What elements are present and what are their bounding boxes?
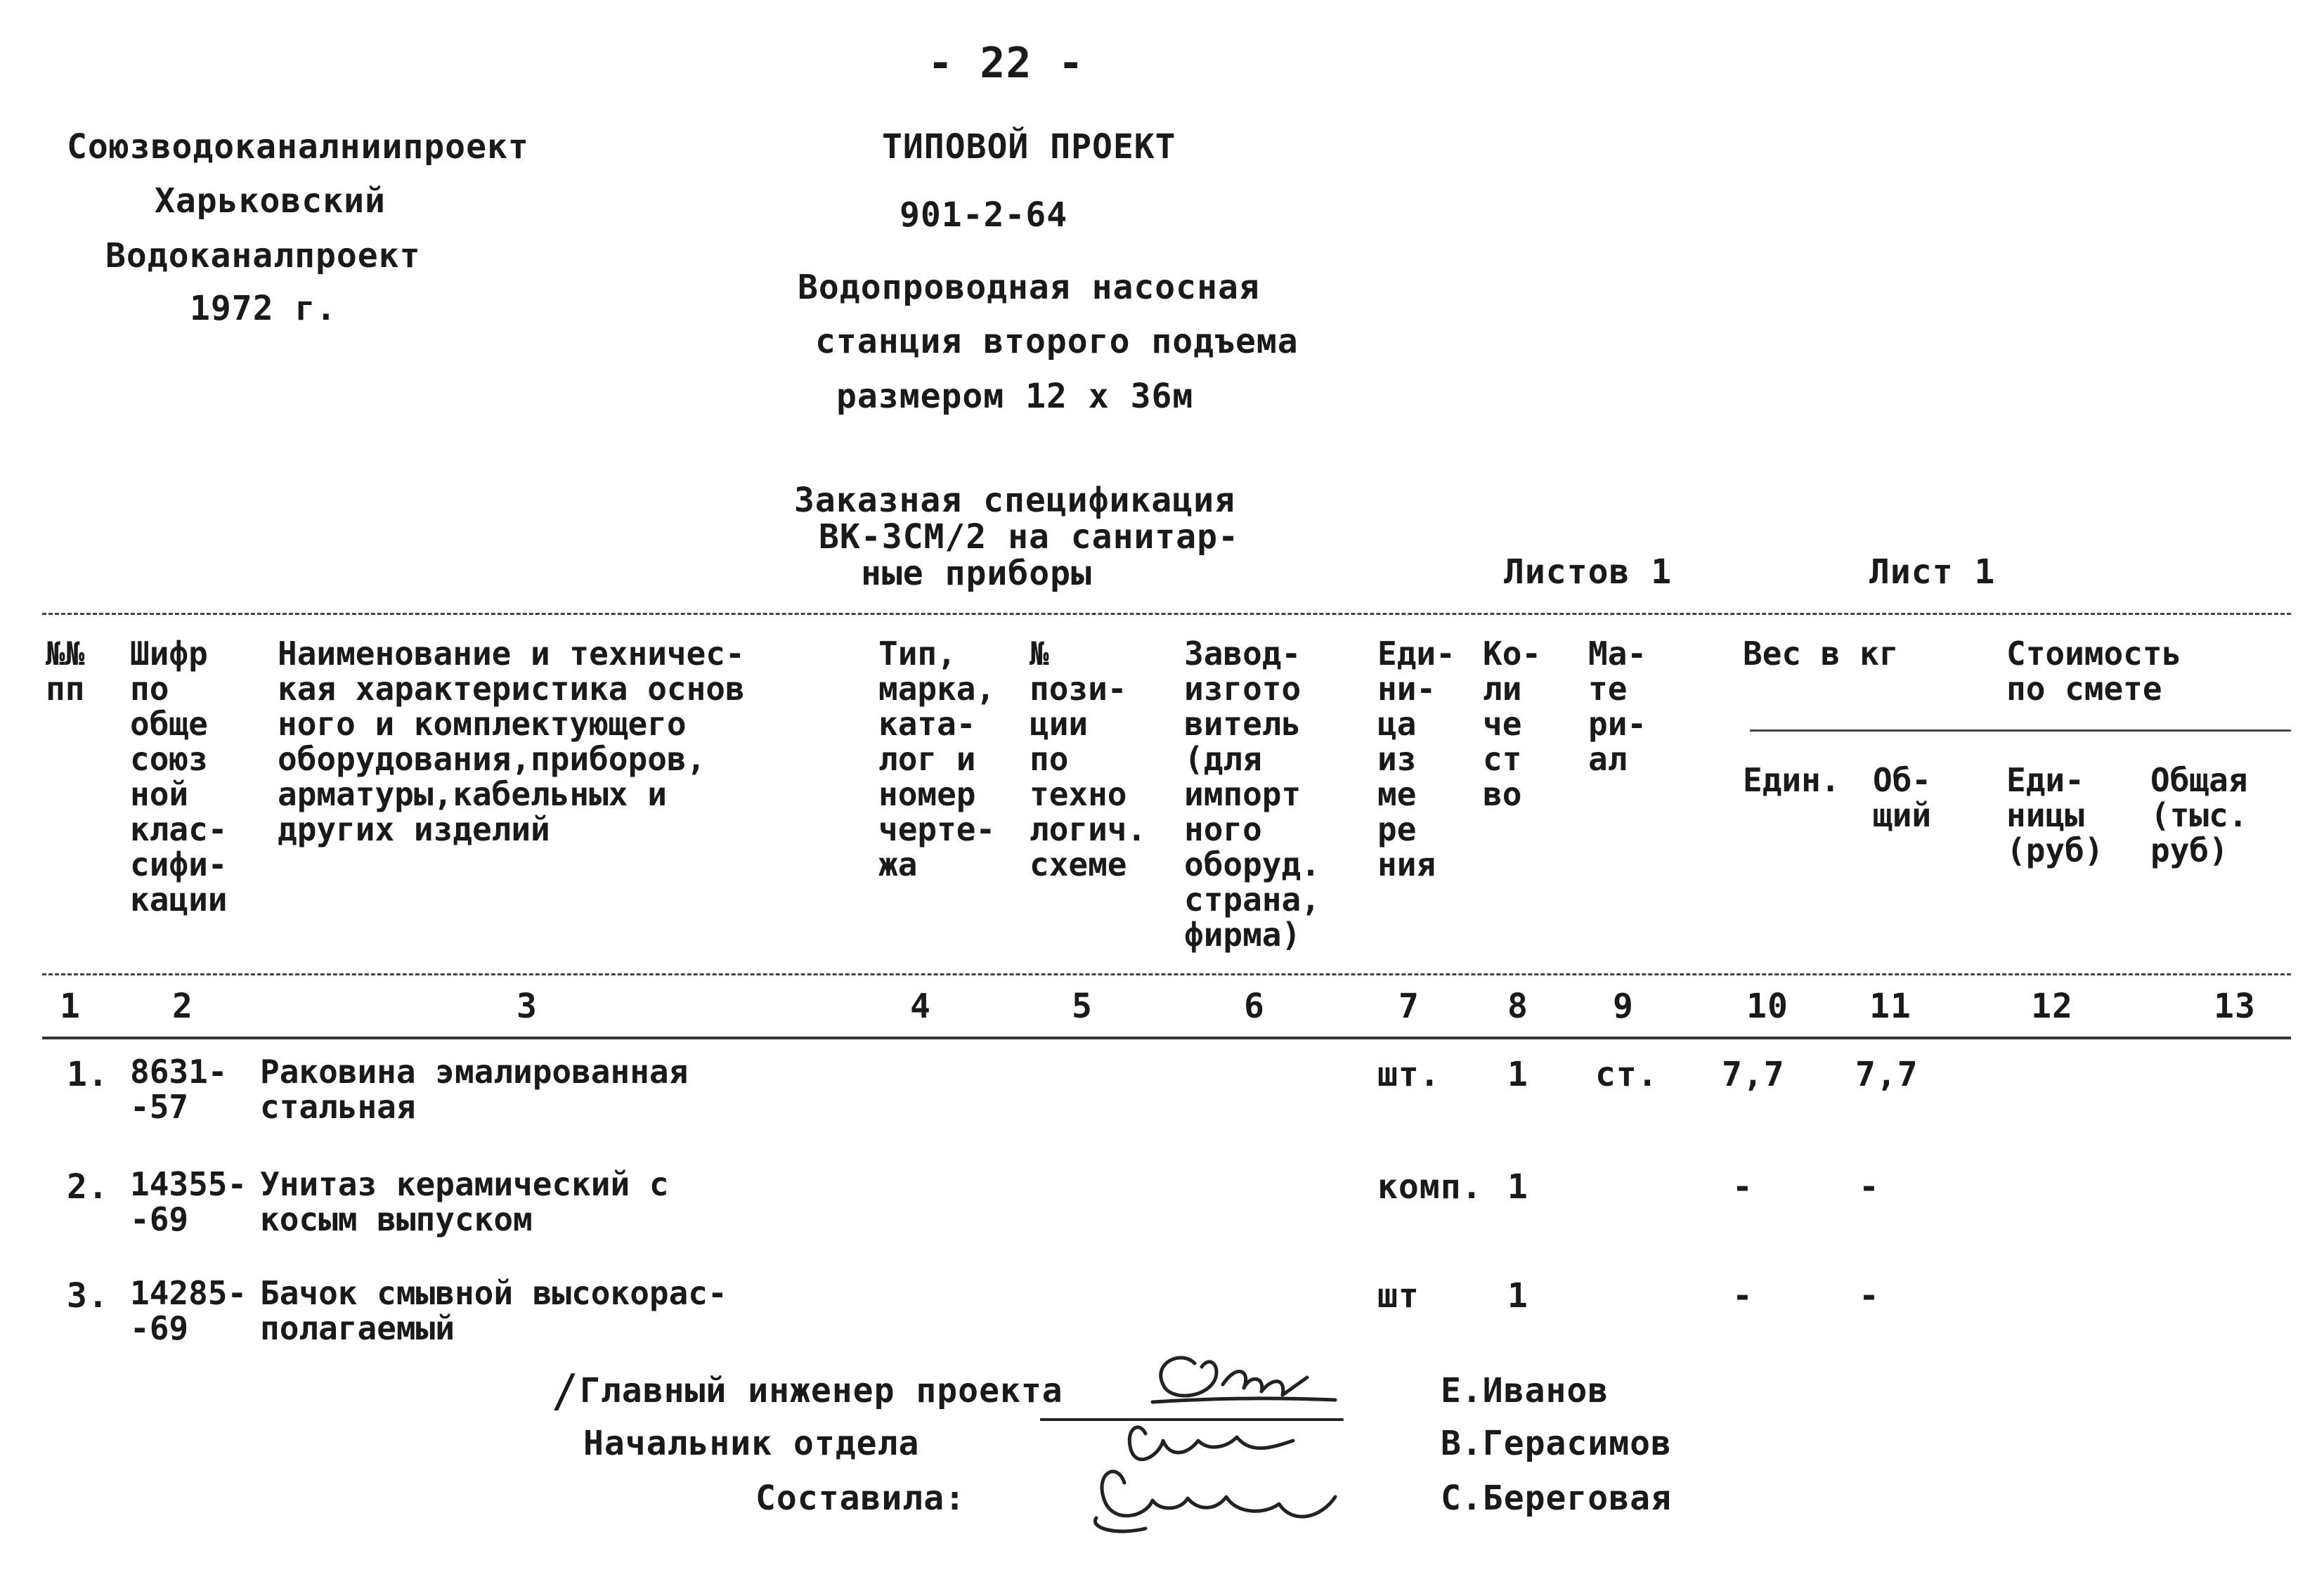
row-name: Бачок смывной высокорас- полагаемый: [260, 1274, 727, 1347]
col-number: 3: [517, 987, 538, 1026]
sheets-total: Листов 1: [1504, 552, 1673, 592]
header-weight-unit: Един.: [1743, 761, 1841, 799]
row-unit: комп.: [1377, 1167, 1483, 1207]
row-unit: шт.: [1377, 1055, 1441, 1094]
row-num: 1.: [67, 1055, 109, 1094]
org-city: Харьковский: [155, 181, 386, 221]
header-manufacturer: Завод- изгото витель (для импорт ного оборуд. страна, фирма): [1184, 635, 1320, 954]
row-weight-total: 7,7: [1855, 1055, 1919, 1094]
header-position: № пози- ции по техно логич. схеме: [1030, 635, 1147, 883]
col-number: 11: [1869, 987, 1911, 1026]
signature-role: Начальник отдела: [583, 1424, 920, 1463]
header-cost: Стоимость по смете: [2006, 635, 2182, 708]
header-num: №№ пп: [46, 635, 85, 708]
spec-title-2: ВК-3СМ/2 на санитар-: [819, 517, 1239, 557]
col-number: 9: [1613, 987, 1634, 1026]
row-name: Раковина эмалированная стальная: [260, 1053, 689, 1126]
row-material: ст.: [1595, 1055, 1658, 1094]
spec-title-3: ные приборы: [861, 554, 1092, 593]
row-weight-total: -: [1859, 1167, 1880, 1207]
page-number: - 22 -: [928, 39, 1084, 88]
header-cost-total: Общая (тыс. руб): [2150, 761, 2248, 869]
subheader-rule: [1750, 729, 2291, 732]
row-num: 2.: [67, 1167, 109, 1207]
project-label: ТИПОВОЙ ПРОЕКТ: [882, 127, 1176, 167]
spec-title-1: Заказная спецификация: [794, 481, 1235, 520]
row-num: 3.: [67, 1276, 109, 1316]
signature-bracket: /: [552, 1365, 580, 1417]
project-desc-1: Водопроводная насосная: [798, 268, 1260, 307]
row-name: Унитаз керамический с косым выпуском: [260, 1165, 669, 1238]
col-number: 7: [1398, 987, 1420, 1026]
col-number: 6: [1244, 987, 1265, 1026]
org-name: Союзводоканалниипроект: [67, 127, 529, 167]
row-weight-total: -: [1859, 1276, 1880, 1316]
row-code: 14285- -69: [130, 1274, 247, 1347]
row-weight-unit: -: [1732, 1276, 1753, 1316]
row-qty: 1: [1507, 1167, 1528, 1207]
header-type: Тип, марка, ката- лог и номер черте- жа: [878, 635, 996, 883]
project-code: 901-2-64: [900, 195, 1068, 235]
col-number: 13: [2214, 987, 2256, 1026]
org-year: 1972 г.: [190, 289, 337, 328]
header-weight-total: Об- щий: [1873, 761, 1932, 834]
row-weight-unit: -: [1732, 1167, 1753, 1207]
header-code: Шифр по обще союз ной клас- сифи- кации: [130, 635, 228, 919]
signature-name: В.Герасимов: [1441, 1424, 1672, 1463]
project-desc-3: размером 12 х 36м: [836, 377, 1194, 416]
row-code: 8631- -57: [130, 1053, 228, 1126]
col-number: 2: [172, 987, 193, 1026]
header-cost-unit: Еди- ницы (руб): [2006, 761, 2104, 869]
header-qty: Ко- ли че ст во: [1483, 635, 1542, 813]
col-number: 8: [1507, 987, 1528, 1026]
header-material: Ма- те ри- ал: [1588, 635, 1647, 778]
signature-role: Составила:: [755, 1479, 966, 1518]
signature-name: С.Береговая: [1441, 1479, 1672, 1518]
col-number: 12: [2031, 987, 2073, 1026]
header-bottom-rule: [42, 973, 2291, 975]
col-number: 1: [60, 987, 81, 1026]
row-code: 14355- -69: [130, 1165, 247, 1238]
header-name: Наименование и техничес- кая характеристика основ ного и комплектующего оборудования,приборов, арматуры,кабельных и других изделий: [278, 635, 745, 848]
col-number: 10: [1746, 987, 1789, 1026]
header-unit: Еди- ни- ца из ме ре ния: [1377, 635, 1455, 883]
header-weight: Вес в кг: [1743, 635, 1899, 673]
signature-name: Е.Иванов: [1441, 1371, 1609, 1410]
org-institute: Водоканалпроект: [105, 236, 421, 275]
row-qty: 1: [1507, 1055, 1528, 1094]
col-numbers-rule: [42, 1037, 2291, 1039]
signature-role: Главный инженер проекта: [580, 1371, 1063, 1410]
col-number: 5: [1072, 987, 1093, 1026]
row-weight-unit: 7,7: [1722, 1055, 1785, 1094]
handwritten-signature: [1040, 1335, 1420, 1546]
row-unit: шт: [1377, 1276, 1420, 1316]
project-desc-2: станция второго подъема: [815, 322, 1299, 361]
row-qty: 1: [1507, 1276, 1528, 1316]
header-top-rule: [42, 613, 2291, 615]
col-number: 4: [910, 987, 931, 1026]
sheet-number: Лист 1: [1869, 552, 1996, 592]
